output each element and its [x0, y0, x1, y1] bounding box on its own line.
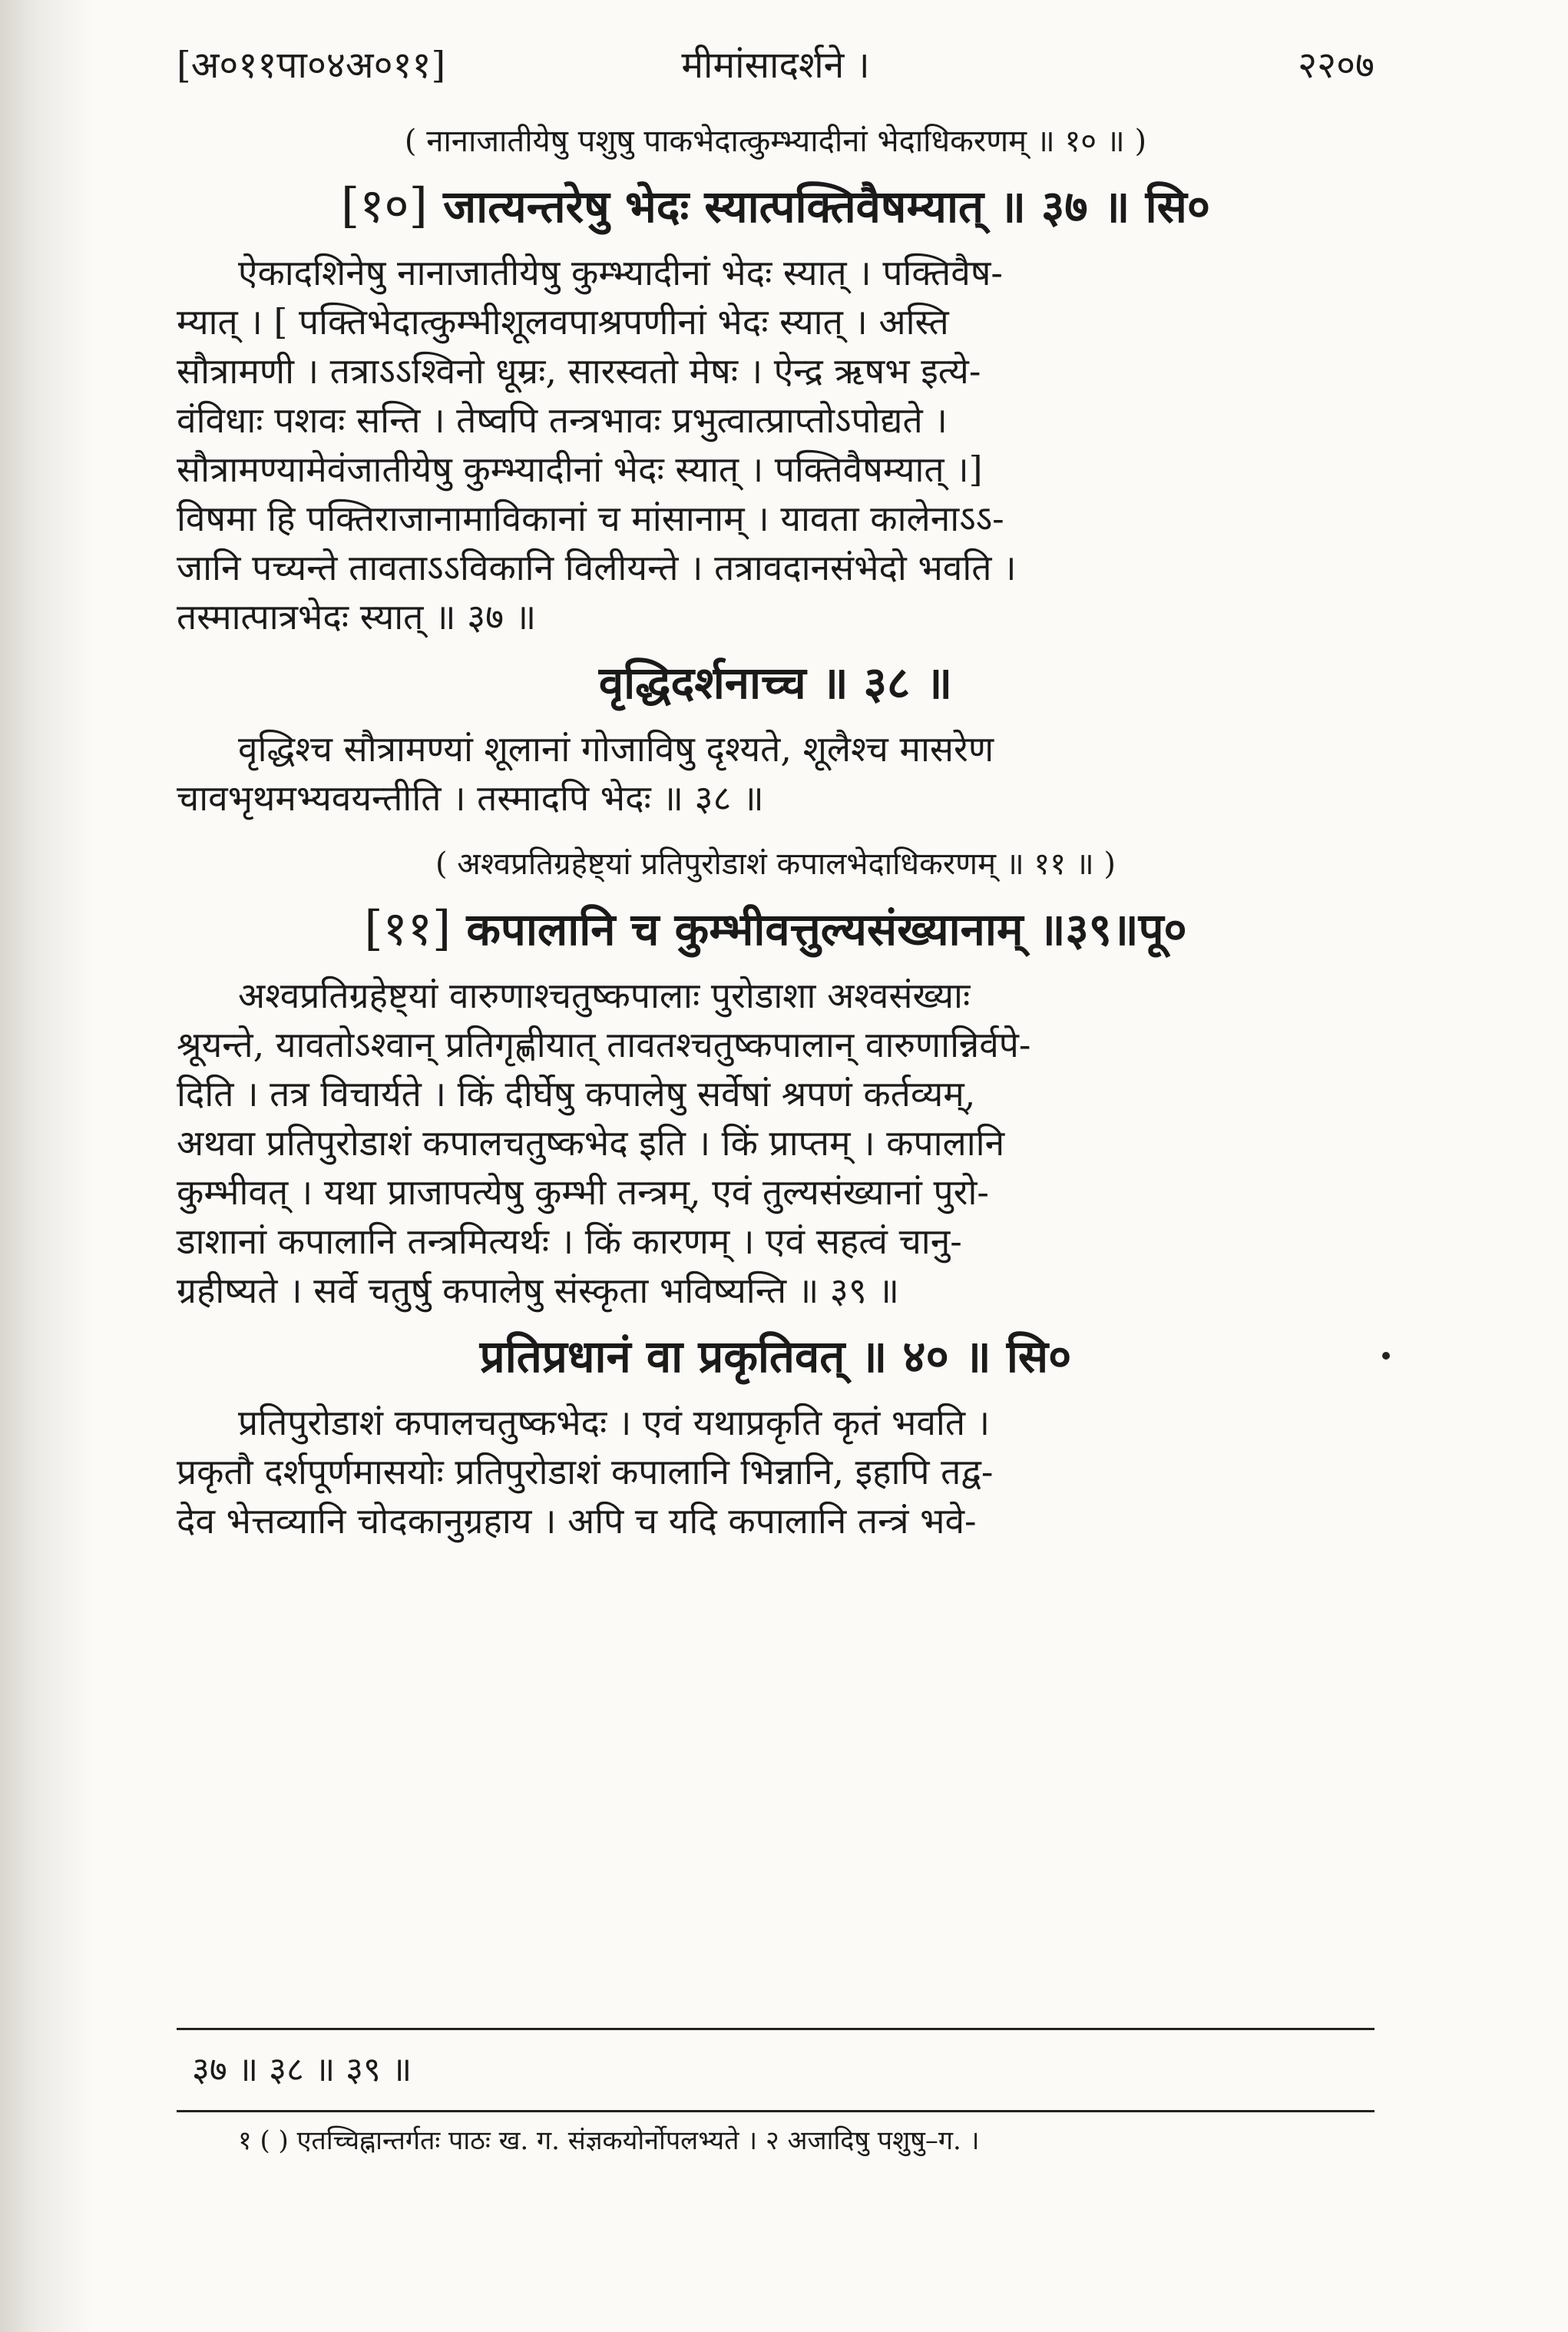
- footnote: १ ( ) एतच्चिह्नान्तर्गतः पाठः ख. ग. संज्ञकयोर्नोपलभ्यते । २ अजादिषु पशुषु–ग. ।: [238, 2125, 980, 2156]
- commentary-paragraph: [177, 1398, 1374, 1545]
- text-line: सौत्रामण्यामेवंजातीयेषु कुम्भ्यादीनां भेदः स्यात् । पक्तिवैषम्यात् ।]: [177, 449, 983, 490]
- text-line: जानि पच्यन्ते तावताऽऽविकानि विलीयन्ते । तत्रावदानसंभेदो भवति ।: [177, 547, 1017, 588]
- text-line: सौत्रामणी । तत्राऽऽश्विनो धूम्रः, सारस्वतो मेषः । ऐन्द्र ऋषभ इत्ये-: [177, 350, 981, 392]
- text-line: वंविधाः पशवः सन्ति । तेष्वपि तन्त्रभावः प्रभुत्वात्प्राप्तोऽपोद्यते ।: [177, 399, 948, 441]
- commentary-paragraph: [177, 248, 1374, 641]
- text-line: डाशानां कपालानि तन्त्रमित्यर्थः । किं कारणम् । एवं सहत्वं चानु-: [177, 1221, 962, 1262]
- sutra-text: वृद्धिदर्शनाच्च ॥ ३८ ॥: [598, 657, 953, 709]
- text-line: वृद्धिश्च सौत्रामण्यां शूलानां गोजाविषु दृश्यते, शूलैश्च मासरेण: [238, 728, 994, 770]
- scan-edge-shadow: [0, 0, 92, 2332]
- footer-rule-top: [177, 2028, 1374, 2030]
- sutra-line: [177, 898, 1374, 960]
- footer-verse-numbers: ३७ ॥ ३८ ॥ ३९ ॥: [192, 2050, 412, 2089]
- text-line: दिति । तत्र विचार्यते । किं दीर्घेषु कपालेषु सर्वेषां श्रपणं कर्तव्यम्,: [177, 1073, 976, 1115]
- text-line: म्यात् । [ पक्तिभेदात्कुम्भीशूलवपाश्रपणीनां भेदः स्यात् । अस्ति: [177, 301, 949, 343]
- text-line: ग्रहीष्यते । सर्वे चतुर्षु कपालेषु संस्कृता भविष्यन्ति ॥ ३९ ॥: [177, 1270, 899, 1311]
- text-line: कुम्भीवत् । यथा प्राजापत्येषु कुम्भी तन्त्रम्, एवं तुल्यसंख्यानां पुरो-: [177, 1171, 989, 1213]
- commentary-paragraph: [177, 971, 1374, 1315]
- text-line: विषमा हि पक्तिराजानामाविकानां च मांसानाम् । यावता कालेनाऽऽ-: [177, 498, 1004, 539]
- sutra-line: [177, 1326, 1374, 1387]
- text-line: प्रतिपुरोडाशं कपालचतुष्कभेदः । एवं यथाप्रकृति कृतं भवति ।: [238, 1402, 991, 1443]
- page-body: [177, 118, 1374, 1545]
- footer: [177, 2028, 1374, 2161]
- text-line: श्रूयन्ते, यावतोऽश्वान् प्रतिगृह्णीयात् तावतश्चतुष्कपालान् वारुणान्निर्वपे-: [177, 1024, 1031, 1065]
- page: [177, 31, 1374, 2156]
- text-line: देव भेत्तव्यानि चोदकानुग्रहाय । अपि च यदि कपालानि तन्त्रं भवे-: [177, 1500, 977, 1542]
- page-number: २२०७: [1298, 44, 1374, 87]
- adhikarana-heading: ( अश्वप्रतिग्रहेष्ट्यां प्रतिपुरोडाशं कपालभेदाधिकरणम् ॥ ११ ॥ ): [435, 846, 1116, 882]
- sutra-line: [177, 175, 1374, 237]
- sutra-text: जात्यन्तरेषु भेदः स्यात्पक्तिवैषम्यात् ॥ ३७ ॥ सि०: [443, 181, 1210, 233]
- sutra-line: [177, 652, 1374, 714]
- text-line: प्रकृतौ दर्शपूर्णमासयोः प्रतिपुरोडाशं कपालानि भिन्नानि, इहापि तद्व-: [177, 1451, 994, 1492]
- text-line: चावभृथमभ्यवयन्तीति । तस्मादपि भेदः ॥ ३८ ॥: [177, 777, 764, 819]
- text-line: अथवा प्रतिपुरोडाशं कपालचतुष्कभेद इति । किं प्राप्तम् । कपालानि: [177, 1122, 1005, 1164]
- sutra-text: प्रतिप्रधानं वा प्रकृतिवत् ॥ ४० ॥ सि०: [479, 1330, 1072, 1383]
- running-header: [177, 31, 1374, 100]
- sutra-number: [११]: [364, 900, 452, 956]
- text-line: तस्मात्पात्रभेदः स्यात् ॥ ३७ ॥: [177, 596, 537, 638]
- text-line: अश्वप्रतिग्रहेष्ट्यां वारुणाश्चतुष्कपालाः पुरोडाशा अश्वसंख्याः: [238, 975, 971, 1016]
- margin-dot: [1382, 1352, 1390, 1360]
- commentary-paragraph: [177, 724, 1374, 823]
- adhikarana-heading: ( नानाजातीयेषु पशुषु पाकभेदात्कुम्भ्यादीनां भेदाधिकरणम् ॥ १० ॥ ): [404, 124, 1147, 159]
- footer-rule-bottom: [177, 2110, 1374, 2112]
- text-line: ऐकादशिनेषु नानाजातीयेषु कुम्भ्यादीनां भेदः स्यात् । पक्तिवैष-: [238, 252, 1003, 293]
- header-section-ref: [अ०११पा०४अ०११]: [177, 44, 446, 87]
- header-title: मीमांसादर्शने ।: [681, 44, 870, 87]
- sutra-number: [१०]: [341, 177, 428, 234]
- sutra-text: कपालानि च कुम्भीवत्तुल्यसंख्यानाम् ॥३९॥पू०: [466, 903, 1187, 956]
